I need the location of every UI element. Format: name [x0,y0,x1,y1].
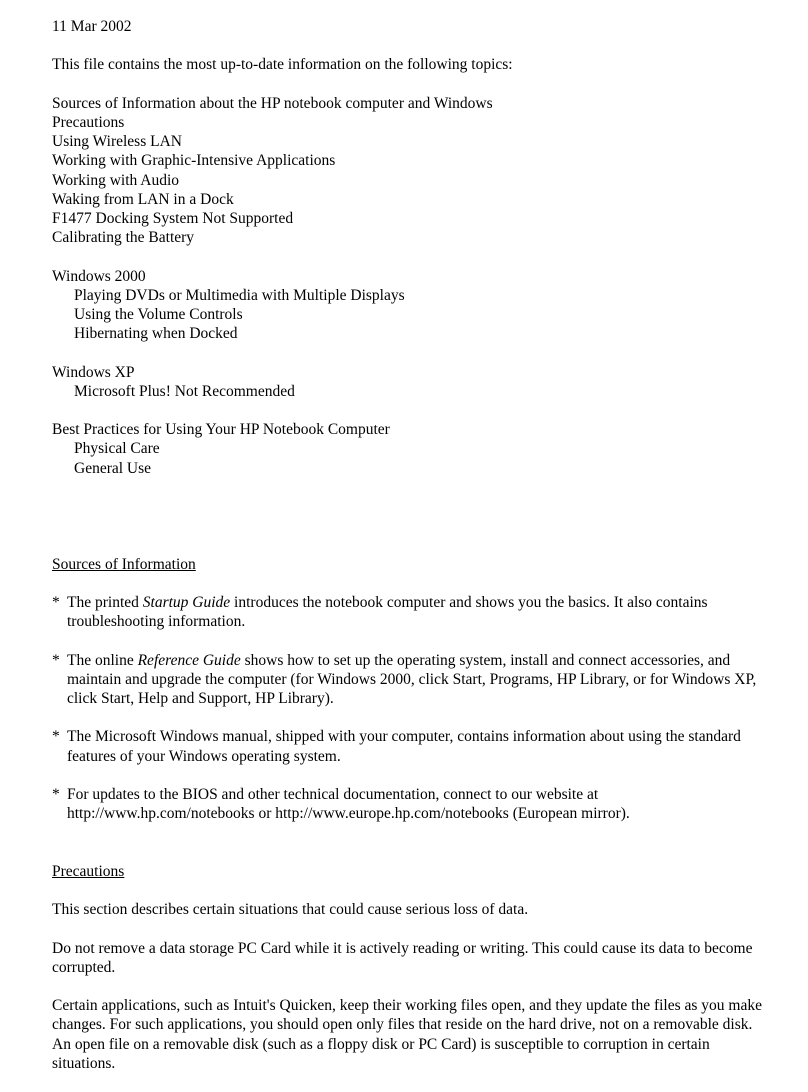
precautions-paragraph: Do not remove a data storage PC Card while it is actively reading or writing. This could cause its data to become corrupted. [52,939,753,976]
toc-item: Precautions [52,113,125,131]
reference-guide-title: Reference Guide [137,651,241,669]
toc-general-list [52,94,772,248]
toc-item: Waking from LAN in a Dock [52,190,234,208]
toc-subitem: Microsoft Plus! Not Recommended [74,382,295,400]
toc-item: Sources of Information about the HP notebook computer and Windows [52,94,493,112]
toc-subitem: General Use [74,459,152,477]
bullet-star: * [52,728,60,746]
bullet-star: * [52,651,60,669]
toc-item: Using Wireless LAN [52,133,182,151]
sources-section [52,555,772,824]
precautions-paragraph: Certain applications, such as Intuit's Quicken, keep their working files open, and they update the files as you make changes. For such applications, you should open only files that reside on the hard drive, not on a removable disk. An open file on a removable disk (such as a floppy disk or PC Card) is susceptible to corruption in certain situations. [52,997,763,1072]
intro-text: This file contains the most up-to-date information on the following topics: [52,56,513,74]
toc-subitem: Physical Care [74,440,160,458]
toc-section-title: Best Practices for Using Your HP Notebook Computer [52,421,390,439]
toc-item: Calibrating the Battery [52,229,195,247]
bullet-star: * [52,785,60,803]
bullet-windows-manual: * The Microsoft Windows manual, shipped with your computer, contains information about using the standard features of your Windows operating system. [52,728,741,765]
toc-section-title: Windows 2000 [52,267,146,285]
precautions-heading: Precautions [52,862,125,880]
bullet-bios-updates: * For updates to the BIOS and other technical documentation, connect to our website at http://www.hp.com/notebooks or http://www.europe.hp.com/notebooks (European mirror). [52,785,630,823]
toc-item: Working with Graphic-Intensive Applications [52,152,336,170]
bullet-startup-guide: * The printed Startup Guide introduces the notebook computer and shows you the basics. It also contains troubleshooting information. [52,593,708,631]
toc-best-practices [52,420,772,478]
bullet-reference-guide: * The online Reference Guide shows how to set up the operating system, install and connect accessories, and maintain and upgrade the computer (for Windows 2000, click Start, Programs, HP Library, or for Windows XP, click Start, Help and Support, HP Library). [52,651,757,707]
startup-guide-title: Startup Guide [142,593,231,611]
toc-item: F1477 Docking System Not Supported [52,210,294,227]
toc-subitem: Playing DVDs or Multimedia with Multiple Displays [74,286,405,304]
document-page [52,17,772,1073]
sources-heading: Sources of Information [52,555,196,573]
toc-subitem: Using the Volume Controls [74,306,243,323]
toc-item: Working with Audio [52,171,180,189]
precautions-paragraph: This section describes certain situations that could cause serious loss of data. [52,901,529,919]
toc-subitem: Hibernating when Docked [74,325,238,343]
toc-windows-xp [52,363,772,401]
document-date: 11 Mar 2002 [52,18,132,35]
precautions-section [52,862,772,1073]
toc-section-title: Windows XP [52,363,135,381]
toc-windows-2000 [52,267,772,344]
bullet-star: * [52,593,60,611]
